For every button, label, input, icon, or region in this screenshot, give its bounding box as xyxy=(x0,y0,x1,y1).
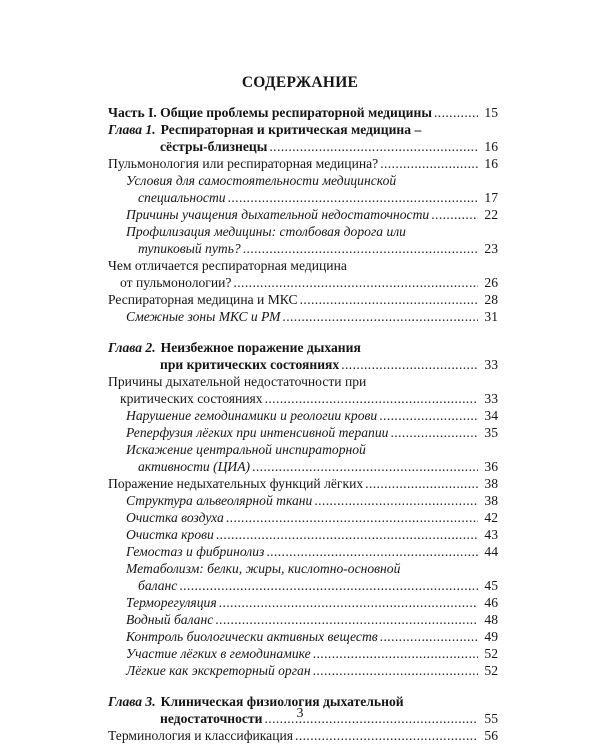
toc-entry-text: баланс xyxy=(138,578,178,593)
table-of-contents xyxy=(108,104,498,744)
toc-subsection xyxy=(108,424,498,441)
toc-entry-text: Искажение центральной инспираторной xyxy=(126,442,366,457)
toc-part xyxy=(108,104,498,121)
toc-entry-text: активности (ЦИА) xyxy=(138,459,251,474)
toc-entry-text: Условия для самостоятельности медицинской xyxy=(126,173,397,188)
toc-page-number: 28 xyxy=(484,292,498,307)
dot-leader xyxy=(434,104,478,121)
toc-entry-text: при критических состояниях xyxy=(160,357,340,372)
toc-page-number: 56 xyxy=(484,728,498,743)
dot-leader xyxy=(379,407,478,424)
toc-subsection xyxy=(108,407,498,424)
toc-subsection xyxy=(108,509,498,526)
toc-entry-text: Структура альвеолярной ткани xyxy=(126,493,313,508)
toc-page-number: 46 xyxy=(484,595,498,610)
chapter-label: Глава 1. xyxy=(108,122,156,137)
toc-entry-text: Часть I. Общие проблемы респираторной медицины xyxy=(108,105,432,120)
toc-entry-text: сёстры-близнецы xyxy=(160,139,268,154)
toc-page-number: 16 xyxy=(484,156,498,171)
toc-entry-text: Участие лёгких в гемодинамике xyxy=(126,646,311,661)
dot-leader xyxy=(269,138,478,155)
toc-page-number: 15 xyxy=(484,105,498,120)
contents-title: СОДЕРЖАНИЕ xyxy=(241,74,359,91)
toc-subsection xyxy=(108,206,498,223)
toc-entry-text: Гемостаз и фибринолиз xyxy=(126,544,265,559)
toc-entry-text: Чем отличается респираторная медицина xyxy=(108,258,347,273)
toc-entry-text: Очистка крови xyxy=(126,527,214,542)
dot-leader xyxy=(380,155,478,172)
dot-leader xyxy=(390,424,478,441)
toc-entry-text: Терморегуляция xyxy=(126,595,217,610)
toc-subsection xyxy=(108,594,498,611)
dot-leader xyxy=(252,458,478,475)
toc-entry-line xyxy=(126,526,498,543)
dot-leader xyxy=(233,274,478,291)
toc-page-number: 16 xyxy=(484,139,498,154)
toc-subsection xyxy=(108,223,498,257)
toc-subsection xyxy=(108,645,498,662)
toc-page-number: 22 xyxy=(484,207,498,222)
toc-page-number: 33 xyxy=(484,357,498,372)
dot-leader xyxy=(219,594,478,611)
toc-entry-line xyxy=(126,206,498,223)
toc-page-number: 33 xyxy=(484,391,498,406)
toc-page-number: 45 xyxy=(484,578,498,593)
toc-section xyxy=(108,257,498,291)
toc-entry-text: специальности xyxy=(138,190,226,205)
toc-page-number: 23 xyxy=(484,241,498,256)
dot-leader xyxy=(265,390,478,407)
toc-entry-line xyxy=(126,662,498,679)
toc-chapter xyxy=(108,339,498,373)
toc-entry-line xyxy=(126,441,498,458)
toc-entry-text: Респираторная медицина и МКС xyxy=(108,292,298,307)
toc-page-number: 44 xyxy=(484,544,498,559)
toc-subsection xyxy=(108,172,498,206)
dot-leader xyxy=(266,543,478,560)
toc-entry-line xyxy=(108,373,498,390)
toc-subsection xyxy=(108,560,498,594)
toc-subsection xyxy=(108,526,498,543)
toc-entry-line xyxy=(126,543,498,560)
toc-entry-line xyxy=(108,339,498,356)
toc-entry-text: Профилизация медицины: столбовая дорога или xyxy=(126,224,406,239)
dot-leader xyxy=(243,240,478,257)
toc-entry-text: Респираторная и критическая медицина – xyxy=(160,122,422,137)
toc-entry-text: Поражение недыхательных функций лёгких xyxy=(108,476,364,491)
toc-entry-line xyxy=(108,291,498,308)
toc-subsection xyxy=(108,308,498,325)
toc-entry-line xyxy=(108,155,498,172)
toc-entry-line xyxy=(126,458,498,475)
toc-entry-line xyxy=(126,509,498,526)
dot-leader xyxy=(341,356,478,373)
toc-section xyxy=(108,475,498,492)
toc-entry-line xyxy=(126,594,498,611)
toc-entry-line xyxy=(126,308,498,325)
toc-page-number: 17 xyxy=(484,190,498,205)
toc-entry-line xyxy=(126,172,498,189)
toc-page-number: 49 xyxy=(484,629,498,644)
toc-entry-text: Причины дыхательной недостаточности при xyxy=(108,374,367,389)
dot-leader xyxy=(228,189,478,206)
toc-entry-text: Реперфузия лёгких при интенсивной терапии xyxy=(126,425,389,440)
toc-entry-text: от пульмонологии? xyxy=(120,275,232,290)
toc-page-number: 36 xyxy=(484,459,498,474)
toc-page-number: 48 xyxy=(484,612,498,627)
toc-section xyxy=(108,291,498,308)
toc-subsection xyxy=(108,543,498,560)
chapter-label: Глава 3. xyxy=(108,694,156,709)
toc-entry-text: Нарушение гемодинамики и реологии крови xyxy=(126,408,378,423)
dot-leader xyxy=(380,628,478,645)
toc-entry-text: Клиническая физиология дыхательной xyxy=(160,694,404,709)
dot-leader xyxy=(226,509,478,526)
toc-entry-text: Очистка воздуха xyxy=(126,510,224,525)
toc-entry-line xyxy=(126,611,498,628)
toc-entry-text: Причины учащения дыхательной недостаточности xyxy=(126,207,430,222)
toc-page-number: 52 xyxy=(484,646,498,661)
toc-subsection xyxy=(108,492,498,509)
toc-entry-line xyxy=(108,727,498,744)
toc-entry-line xyxy=(108,121,498,138)
toc-page-number: 26 xyxy=(484,275,498,290)
toc-entry-line xyxy=(108,356,498,373)
toc-page-number: 31 xyxy=(484,309,498,324)
toc-entry-line xyxy=(126,407,498,424)
toc-entry-text: Контроль биологически активных веществ xyxy=(126,629,378,644)
toc-page-number: 35 xyxy=(484,425,498,440)
toc-chapter xyxy=(108,121,498,155)
toc-entry-text: Лёгкие как экскреторный орган xyxy=(126,663,311,678)
toc-entry-text: Метаболизм: белки, жиры, кислотно-основной xyxy=(126,561,401,576)
toc-subsection xyxy=(108,628,498,645)
toc-subsection xyxy=(108,441,498,475)
toc-entry-line xyxy=(108,138,498,155)
toc-page-number: 43 xyxy=(484,527,498,542)
chapter-label: Глава 2. xyxy=(108,340,156,355)
toc-entry-line xyxy=(126,577,498,594)
toc-entry-line xyxy=(108,104,498,121)
dot-leader xyxy=(313,662,478,679)
toc-entry-line xyxy=(126,492,498,509)
toc-subsection xyxy=(108,662,498,679)
toc-entry-text: Водный баланс xyxy=(126,612,214,627)
toc-page-number: 42 xyxy=(484,510,498,525)
toc-entry-text: тупиковый путь? xyxy=(138,241,241,256)
toc-section xyxy=(108,155,498,172)
toc-entry-text: недостаточности xyxy=(160,711,263,726)
page-number: 3 xyxy=(296,706,304,721)
toc-entry-line xyxy=(126,645,498,662)
toc-entry-line xyxy=(126,628,498,645)
toc-entry-line xyxy=(126,223,498,240)
toc-section xyxy=(108,373,498,407)
toc-entry-line xyxy=(108,475,498,492)
toc-entry-line xyxy=(126,424,498,441)
dot-leader xyxy=(314,492,478,509)
toc-page-number: 38 xyxy=(484,493,498,508)
toc-entry-text: Смежные зоны МКС и РМ xyxy=(126,309,281,324)
dot-leader xyxy=(431,206,478,223)
dot-leader xyxy=(282,308,478,325)
toc-entry-text: Терминология и классификация xyxy=(108,728,294,743)
toc-entry-line xyxy=(108,274,498,291)
dot-leader xyxy=(300,291,478,308)
toc-entry-line xyxy=(108,257,498,274)
toc-page-number: 52 xyxy=(484,663,498,678)
toc-entry-text: критических состояниях xyxy=(120,391,263,406)
dot-leader xyxy=(313,645,478,662)
dot-leader xyxy=(215,611,478,628)
toc-subsection xyxy=(108,611,498,628)
toc-entry-text: Пульмонология или респираторная медицина? xyxy=(108,156,379,171)
toc-section xyxy=(108,727,498,744)
dot-leader xyxy=(179,577,478,594)
toc-entry-text: Неизбежное поражение дыхания xyxy=(160,340,361,355)
toc-entry-line xyxy=(126,189,498,206)
dot-leader xyxy=(216,526,478,543)
toc-page-number: 55 xyxy=(484,711,498,726)
toc-entry-line xyxy=(126,240,498,257)
toc-page-number: 38 xyxy=(484,476,498,491)
toc-entry-line xyxy=(108,390,498,407)
toc-page-number: 34 xyxy=(484,408,498,423)
toc-entry-line xyxy=(126,560,498,577)
dot-leader xyxy=(295,727,478,744)
dot-leader xyxy=(365,475,478,492)
